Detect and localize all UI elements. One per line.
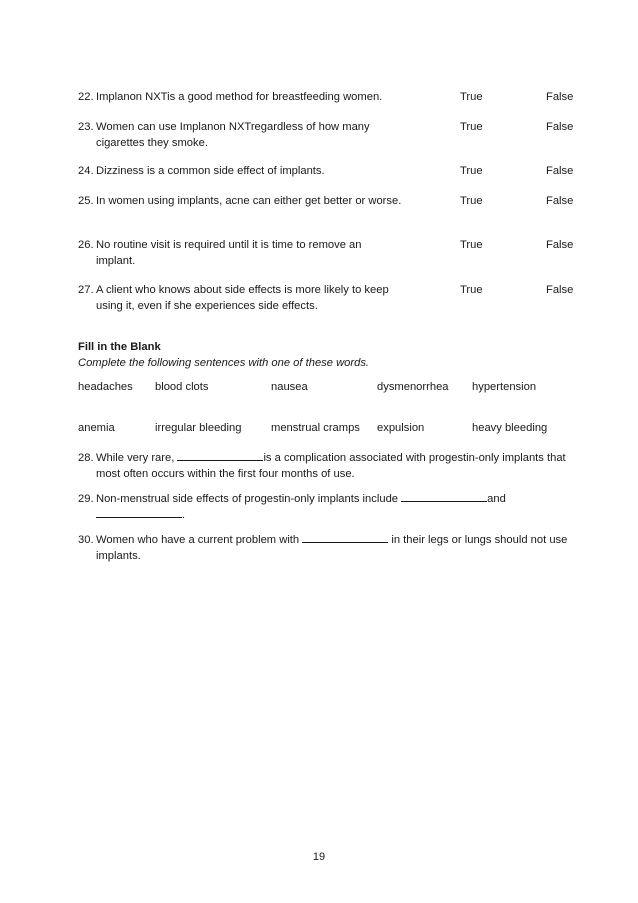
question-text-cont: most often occurs within the first four months of use. (96, 468, 355, 480)
word-bank-item: menstrual cramps (271, 422, 360, 434)
question-text: and (487, 493, 506, 505)
answer-blank[interactable] (96, 507, 182, 518)
word-bank-item: anemia (78, 422, 115, 434)
fill-item-29 (78, 491, 598, 523)
question-text: Non-menstrual side effects of progestin-only implants include (96, 493, 402, 505)
question-text-cont: using it, even if she experiences side effects. (96, 300, 318, 312)
question-text: Women can use Implanon NXTregardless of how many (96, 121, 370, 133)
false-option: False (546, 121, 574, 133)
question-number: 22. (78, 91, 94, 103)
word-bank-item: hypertension (472, 381, 537, 393)
question-text-cont: implant. (96, 255, 136, 267)
question-text: Implanon NXTis a good method for breastfeeding women. (96, 91, 383, 103)
question-text-cont: implants. (96, 550, 141, 562)
word-bank-item: heavy bleeding (472, 422, 548, 434)
question-number: 28. (78, 452, 94, 464)
false-option: False (546, 195, 574, 207)
question-text: Dizziness is a common side effect of implants. (96, 165, 325, 177)
true-option: True (460, 91, 483, 103)
question-number: 24. (78, 165, 94, 177)
true-option: True (460, 239, 483, 251)
true-option: True (460, 121, 483, 133)
false-option: False (546, 284, 574, 296)
question-text: No routine visit is required until it is time to remove an (96, 239, 362, 251)
true-option: True (460, 284, 483, 296)
answer-blank[interactable] (302, 532, 388, 543)
question-text: Women who have a current problem with (96, 534, 303, 546)
false-option: False (546, 239, 574, 251)
question-text: In women using implants, acne can either get better or worse. (96, 195, 402, 207)
question-number: 25. (78, 195, 94, 207)
true-option: True (460, 165, 483, 177)
question-number: 23. (78, 121, 94, 133)
word-bank-item: nausea (271, 381, 308, 393)
false-option: False (546, 165, 574, 177)
question-number: 30. (78, 534, 94, 546)
false-option: False (546, 91, 574, 103)
word-bank-item: headaches (78, 381, 133, 393)
answer-blank[interactable] (177, 450, 263, 461)
section-instruction: Complete the following sentences with one of these words. (78, 357, 370, 369)
section-heading: Fill in the Blank (78, 341, 161, 353)
question-text-cont: cigarettes they smoke. (96, 137, 208, 149)
answer-blank[interactable] (401, 491, 487, 502)
true-option: True (460, 195, 483, 207)
question-text: A client who knows about side effects is more likely to keep (96, 284, 389, 296)
question-text: . (182, 509, 186, 521)
word-bank-item: dysmenorrhea (377, 381, 449, 393)
question-text: in their legs or lungs should not use (388, 534, 568, 546)
word-bank-item: expulsion (377, 422, 425, 434)
fill-item-28 (78, 450, 598, 482)
question-number: 29. (78, 493, 94, 505)
question-text-cont (78, 507, 598, 523)
word-bank-item: blood clots (155, 381, 209, 393)
fill-item-30 (78, 532, 598, 564)
question-number: 27. (78, 284, 94, 296)
question-text: is a complication associated with progestin-only implants that (263, 452, 566, 464)
question-text: While very rare, (96, 452, 178, 464)
word-bank-item: irregular bleeding (155, 422, 242, 434)
page-number: 19 (312, 851, 326, 863)
question-number: 26. (78, 239, 94, 251)
